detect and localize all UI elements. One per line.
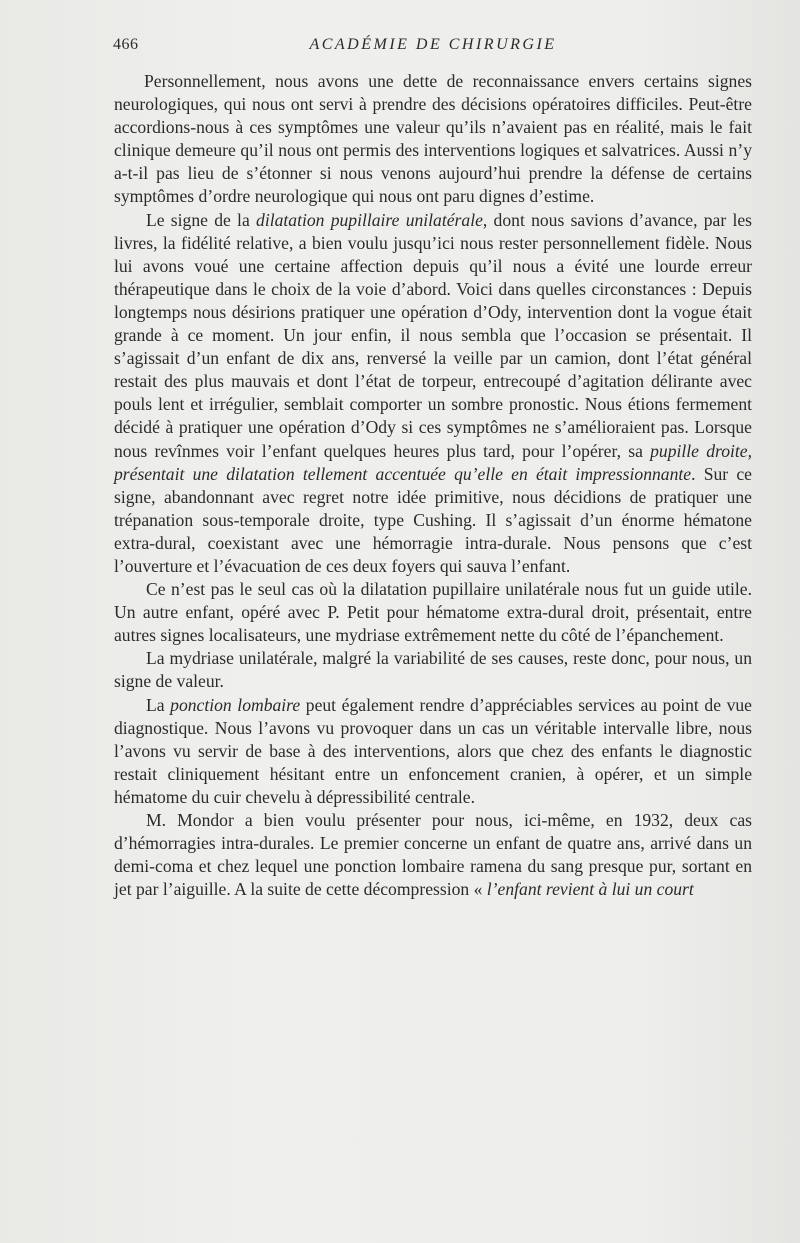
paragraph-4: La mydriase unilatérale, malgré la variabilité de ses causes, reste donc, pour nous, un signe de valeur.: [114, 648, 752, 692]
paragraph-5-italic-1: ponction lombaire: [170, 694, 301, 715]
body-text: [114, 70, 752, 901]
paragraph-2-italic-2: pupille droite, présentait une dilatation tellement accentuée qu’elle en était impressionnante: [114, 440, 752, 484]
paragraph-5-text-1: La: [146, 694, 171, 715]
paragraph-1: Personnellement, nous avons une dette de reconnaissance envers certains signes neurologiques, qui nous ont servi à prendre des décisions opératoires difficiles. Peut-être accordions-nous à ces symptômes une valeur qu’ils n’avaient pas en réalité, mais le fait clinique demeure qu’il nous ont permis des interventions logiques et salvatrices. Aussi n’y a-t-il pas lieu de s’étonner si nous venons aujourd’hui prendre la défense de certains symptômes d’ordre neurologique qui nous ont paru dignes d’estime.: [114, 71, 752, 207]
paragraph-6-text-1: M. Mondor a bien voulu présenter pour nous, ici-même, en 1932, deux cas d’hémorragies intra-durales. Le premier concerne un enfant de quatre ans, arrivé dans un demi-coma et chez lequel une ponction lombaire ramena du sang presque pur, sortant en jet par l’aiguille. A la suite de cette décompression «: [114, 810, 752, 900]
page-number: 466: [113, 36, 139, 53]
paragraph-2-text-1: Le signe de la: [146, 209, 257, 230]
paragraph-6-italic-1: l’enfant revient à lui un court: [486, 879, 694, 900]
paragraph-2: [114, 209, 752, 579]
paragraph-2-text-3: . Sur ce signe, abandonnant avec regret notre idée primitive, nous décidions de pratiquer une trépanation sous-temporale droite, type Cushing. Il s’agissait d’un énorme hématone extra-dural, coexistant avec une hémorragie intra-durale. Nous pensons que c’est l’ouverture et l’évacuation de ces deux foyers qui sauva l’enfant.: [114, 463, 752, 576]
paragraph-5: [114, 694, 752, 809]
page-header: [113, 36, 753, 62]
paragraph-3: Ce n’est pas le seul cas où la dilatation pupillaire unilatérale nous fut un guide utile. Un autre enfant, opéré avec P. Petit pour hématome extra-dural droit, présentait, entre autres signes localisateurs, une mydriase extrêmement nette du côté de l’épanchement.: [114, 579, 752, 646]
paragraph-2-italic-1: dilatation pupillaire unilatérale: [256, 209, 483, 230]
paragraph-2-text-2: , dont nous savions d’avance, par les livres, la fidélité relative, a bien voulu jusqu’ici nous rester personnellement fidèle. Nous lui avons voué une certaine affection depuis qu’il nous a évité une lourde erreur thérapeutique dans le choix de la voie d’abord. Voici dans quelles circonstances : Depuis longtemps nous désirions pratiquer une opération d’Ody, intervention dont la vogue était grande à ce moment. Un jour enfin, il nous sembla que l’occasion se présentait. Il s’agissait d’un enfant de dix ans, renversé la veille par un camion, dont l’état général restait des plus mauvais et dont l’état de torpeur, entrecoupé d’agitation délirante avec pouls lent et irrégulier, semblait comporter un sombre pronostic. Nous étions fermement décidé à pratiquer une opération d’Ody si ces symptômes ne s’amélioraient pas. Lorsque nous revînmes voir l’enfant quelques heures plus tard, pour l’opérer, sa: [114, 209, 753, 461]
paragraph-5-text-2: peut également rendre d’appréciables services au point de vue diagnostique. Nous l’avons vu provoquer dans un cas un véritable intervalle libre, nous l’avons vu servir de base à des interventions, alors que chez des enfants le diagnostic restait cliniquement hésitant entre un enfoncement cranien, à opérer, et un simple hématome du cuir chevelu à dépressibilité centrale.: [114, 694, 752, 807]
paragraph-6: [114, 809, 752, 901]
running-head: ACADÉMIE DE CHIRURGIE: [309, 36, 557, 53]
